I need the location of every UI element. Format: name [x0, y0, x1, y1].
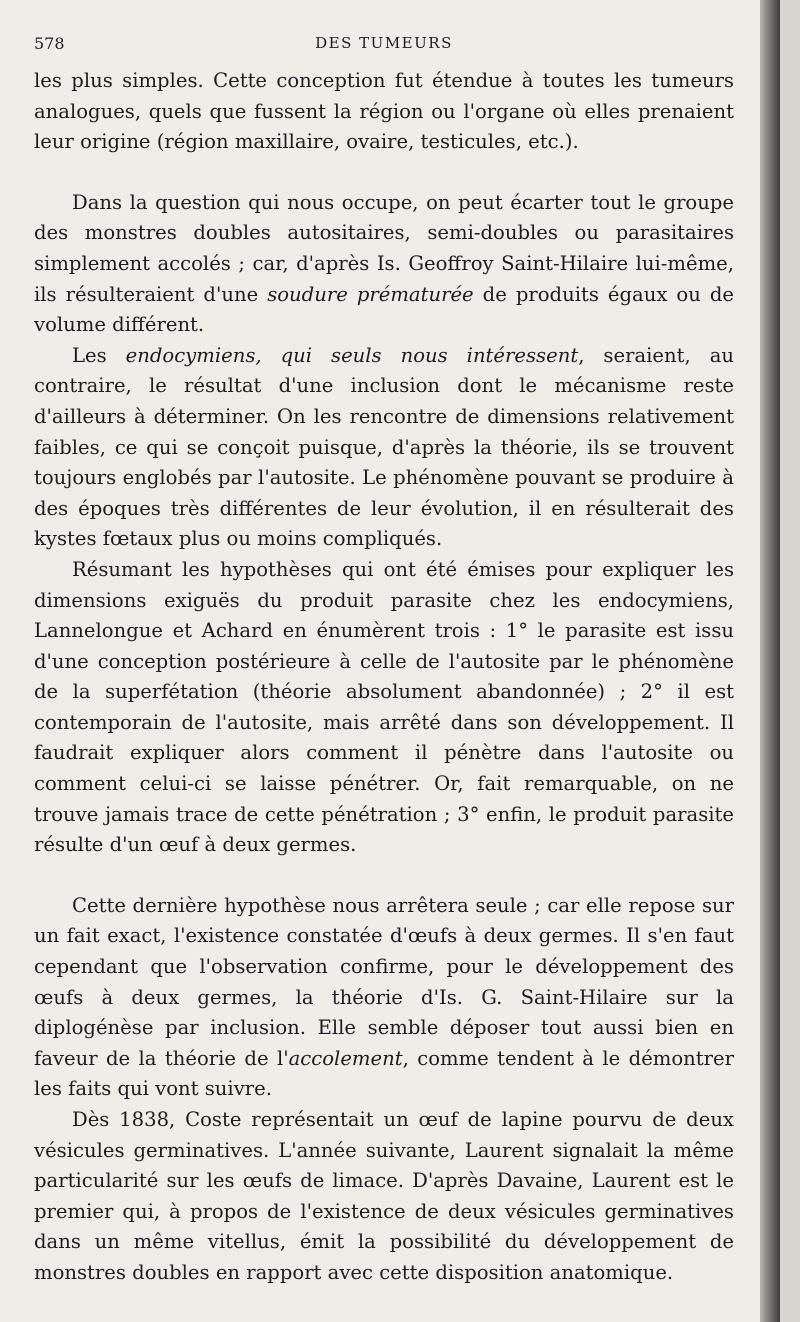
emphasis-text: soudure prématurée: [267, 282, 474, 306]
paragraph-monstres-doubles: [34, 188, 734, 341]
paragraph-endocymiens: [34, 341, 734, 555]
paragraph-text: Cette dernière hypothèse nous arrêtera seule ; car elle repose sur un fait exact, l'existence constatée d'œufs à deux germes. Il s'en faut cependant que l'observation confirme, pour le développement des œufs à deux germes, la théorie d'Is. G. Saint-Hilaire sur la diplogénèse par inclusion. Elle semble déposer tout aussi bien en faveur de la théorie de l': [34, 893, 734, 1070]
paragraph-text: Dès 1838, Coste représentait un œuf de lapine pourvu de deux vésicules germinatives. L'année suivante, Laurent signalait la même particularité sur les œufs de limace. D'après Davaine, Laurent est le premier qui, à propos de l'existence de deux vésicules germinatives dans un même vitellus, émit la possibilité du développement de monstres doubles en rapport avec cette disposition anatomique.: [34, 1108, 734, 1284]
paragraph-derniere-hypothese: [34, 891, 734, 1105]
paragraph-hypotheses: [34, 555, 734, 861]
paragraph-continuation: [34, 66, 734, 158]
paragraph-text: , seraient, au contraire, le résultat d'une inclusion dont le mécanisme reste d'ailleurs à déterminer. On les rencontre de dimensions relativement faibles, ce qui se conçoit puisque, d'après la théorie, ils se trouvent toujours englobés par l'autosite. Le phénomène pouvant se produire à des époques très différentes de leur évolution, il en résulterait des kystes fœtaux plus ou moins compliqués.: [34, 343, 734, 551]
page-body: [34, 66, 734, 1289]
page-edge-shadow: [760, 0, 780, 1322]
paragraph-text: Les: [72, 343, 126, 367]
emphasis-text: endocymiens, qui seuls nous intéressent: [125, 343, 579, 367]
page-header: [34, 26, 734, 60]
paragraph-text: Résumant les hypothèses qui ont été émises pour expliquer les dimensions exiguës du produit parasite chez les endocymiens, Lannelongue et Achard en énumèrent trois : 1° le parasite est issu d'une conception postérieure à celle de l'autosite par le phénomène de la superfétation (théorie absolument abandonnée) ; 2° il est contemporain de l'autosite, mais arrêté dans son développement. Il faudrait expliquer alors comment il pénètre dans l'autosite ou comment celui-ci se laisse pénétrer. Or, fait remarquable, on ne trouve jamais trace de cette pénétration ; 3° enfin, le produit parasite résulte d'un œuf à deux germes.: [34, 557, 734, 857]
paragraph-text: de produits égaux ou de volume différent.: [34, 282, 735, 337]
paragraph-coste-1838: [34, 1105, 734, 1289]
paragraph-text: , comme tendent à le démontrer les faits qui vont suivre.: [34, 1046, 734, 1101]
paragraph-text: Dans la question qui nous occupe, on peut écarter tout le groupe des monstres doubles autositaires, semi-doubles ou parasitaires simplement accolés ; car, d'après Is. Geoffroy Saint-Hilaire lui-même, ils résulteraient d'une: [34, 190, 734, 306]
emphasis-text: accolement: [288, 1046, 403, 1070]
paragraph-text: les plus simples. Cette conception fut étendue à toutes les tumeurs analogues, quels que fussent la région ou l'organe où elles prenaient leur origine (région maxillaire, ovaire, testicules, etc.).: [34, 69, 734, 154]
page-number: 578: [34, 34, 65, 53]
running-head: DES TUMEURS: [315, 34, 453, 52]
